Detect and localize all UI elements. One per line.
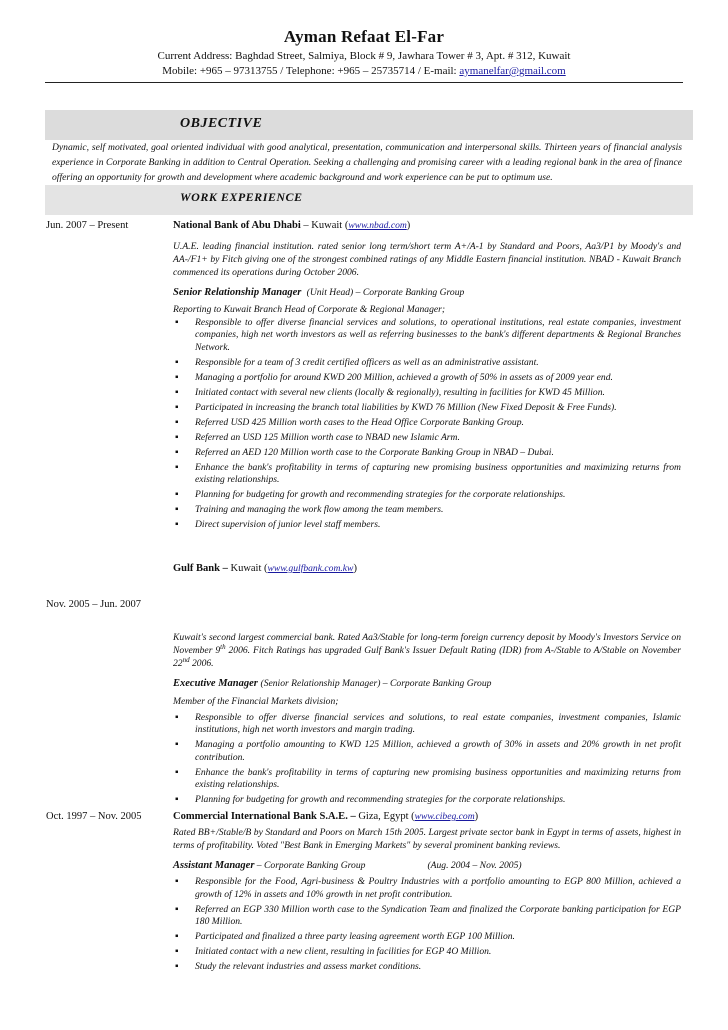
objective-text: Dynamic, self motivated, goal oriented individual with good analytical, presentation, communication and interpersonal skills. Thirteen years of financial analysis experience in Corporate Banking in addition to Central Operation. Seeking a challenging and promising career with a leading regional bank in the area of finance offering an opportunity for growth and development where academic background and work experience can be put to optimum use. xyxy=(52,142,682,183)
cib-role-line xyxy=(173,859,681,873)
address-line: Current Address: Baghdad Street, Salmiya, Block # 9, Jawhara Tower # 3, Apt. # 312, Kuwait xyxy=(157,50,571,62)
bullet-item: ▪ Planning for budgeting for growth and recommending strategies for the corporate relationships. xyxy=(173,794,681,807)
bullet-item: ▪ Planning for budgeting for growth and recommending strategies for the corporate relationships. xyxy=(173,489,681,502)
nbad-location: – Kuwait ( xyxy=(300,220,349,231)
nbad-description: U.A.E. leading financial institution. rated senior long term/short term A+/A-1 by Standard and Poors, Aa3/P1 by Moody's and AA-/F1+ by Fitch giving one of the strongest combined ratings of any Middle Eastern financial institution. NBAD - Kuwait Branch commenced its operations during October 2006. xyxy=(173,241,681,278)
bullet-item: ▪ Direct supervision of junior level staff members. xyxy=(173,519,681,532)
gulf-role: Executive Manager xyxy=(173,678,258,689)
gulf-desc-c: 2006. xyxy=(189,658,214,669)
bullet-item: ▪ Referred USD 425 Million worth cases to the Head Office Corporate Banking Group. xyxy=(173,417,681,430)
bullet-item: ▪ Participated and finalized a three party leasing agreement worth EGP 100 Million. xyxy=(173,931,681,944)
bullet-item: ▪ Referred an EGP 330 Million worth case to the Syndication Team and finalized the Corporate banking participation for EGP 180 Million. xyxy=(173,904,681,929)
contact-line xyxy=(0,64,728,79)
work-band xyxy=(45,185,693,215)
gulf-company-row xyxy=(173,562,681,576)
gulf-date: Nov. 2005 – Jun. 2007 xyxy=(46,599,141,610)
gulf-description xyxy=(173,631,681,670)
nbad-role: Senior Relationship Manager xyxy=(173,287,302,298)
gulf-company-line xyxy=(173,562,681,576)
bullet-item: ▪ Managing a portfolio for around KWD 200 Million, achieved a growth of 50% in assets as of 2009 year end. xyxy=(173,372,681,385)
bullet-item: ▪ Referred an AED 120 Million worth case to the Corporate Banking Group in NBAD – Dubai. xyxy=(173,447,681,460)
nbad-role-detail: (Unit Head) – Corporate Banking Group xyxy=(306,287,465,298)
cib-close: ) xyxy=(474,811,479,822)
candidate-name: Ayman Refaat El-Far xyxy=(283,27,445,46)
email-link[interactable]: aymanelfar@gmail.com xyxy=(459,65,566,77)
gulf-desc-sup-b: nd xyxy=(182,655,190,664)
gulf-website-link[interactable]: www.gulfbank.com.kw xyxy=(267,563,354,574)
gulf-role-detail: (Senior Relationship Manager) – Corporate Banking Group xyxy=(260,678,492,689)
gulf-desc-sup-a: th xyxy=(220,642,226,651)
cib-company: Commercial International Bank S.A.E. – xyxy=(173,811,356,822)
gulf-desc-a: Kuwait's second largest commercial bank. Rated Aa3/Stable for long-term foreign currency deposit by Moody's Investors Service on November 9 xyxy=(173,632,681,656)
bullet-item: ▪ Enhance the bank's profitability in terms of capturing new promising business opportunities and maximizing returns from existing relationships. xyxy=(173,767,681,792)
nbad-role-line xyxy=(173,286,681,300)
nbad-reporting: Reporting to Kuwait Branch Head of Corporate & Regional Manager; xyxy=(173,304,446,315)
gulf-role-line xyxy=(173,677,681,691)
nbad-company: National Bank of Abu Dhabi xyxy=(173,220,301,231)
bullet-item: ▪ Participated in increasing the branch total liabilities by KWD 76 Million (New Fixed Deposit & Free Funds). xyxy=(173,402,681,415)
gulf-desc-b: 2006. Fitch Ratings has upgraded Gulf Bank's Issuer Default Rating (IDR) from A-/Stable to A/Stable on November 22 xyxy=(173,645,682,669)
gulf-location: Kuwait ( xyxy=(227,563,268,574)
nbad-date: Jun. 2007 – Present xyxy=(46,220,129,231)
cib-date: Oct. 1997 – Nov. 2005 xyxy=(46,811,142,822)
bullet-item: ▪ Referred an USD 125 Million worth case to NBAD new Islamic Arm. xyxy=(173,432,681,445)
cib-location: Giza, Egypt ( xyxy=(355,811,415,822)
nbad-company-line xyxy=(173,219,681,233)
nbad-close: ) xyxy=(406,220,411,231)
gulf-member: Member of the Financial Markets division; xyxy=(173,696,339,707)
bullet-item: ▪ Responsible to offer diverse financial services and solutions, to operational institutions, real estate companies, investment companies, high net worth investors as well as referring businesses to the bank's different departments & Regional Branches Network. xyxy=(173,317,681,355)
nbad-website-link[interactable]: www.nbad.com xyxy=(348,220,407,231)
contact-phones: Mobile: +965 – 97313755 / Telephone: +965 – 25735714 / E-mail: xyxy=(162,65,460,77)
cib-website-link[interactable]: www.cibeg.com xyxy=(414,811,475,822)
objective-band xyxy=(45,110,693,140)
bullet-item: ▪ Managing a portfolio amounting to KWD 125 Million, achieved a growth of 30% in assets and 20% growth in net profit contribution. xyxy=(173,739,681,764)
work-experience-heading: WORK EXPERIENCE xyxy=(180,190,303,204)
bullet-item: ▪ Initiated contact with a new client, resulting in facilities for EGP 4O Million. xyxy=(173,946,681,959)
cib-role: Assistant Manager xyxy=(173,860,255,871)
bullet-item: ▪ Responsible for the Food, Agri-business & Poultry Industries with a portfolio amounting to EGP 800 Million, achieved a growth of 12% in assets and 10% growth in net profit contribution. xyxy=(173,876,681,901)
bullet-item: ▪ Initiated contact with several new clients (locally & regionally), resulting in facilities for KWD 45 Million. xyxy=(173,387,681,400)
objective-heading: OBJECTIVE xyxy=(180,116,263,131)
cib-role-period: (Aug. 2004 – Nov. 2005) xyxy=(427,860,522,871)
bullet-item: ▪ Enhance the bank's profitability in terms of capturing new promising business opportunities and maximizing returns from existing relationships. xyxy=(173,462,681,487)
gulf-company: Gulf Bank – xyxy=(173,563,228,574)
cib-role-detail: – Corporate Banking Group xyxy=(254,860,366,871)
nbad-section xyxy=(173,219,681,534)
cib-bullet-list xyxy=(173,876,681,974)
gulf-close: ) xyxy=(353,563,357,574)
bullet-item: ▪ Responsible for a team of 3 credit certified officers as well as an administrative assistant. xyxy=(173,357,681,370)
cib-description: Rated BB+/Stable/B by Standard and Poors on March 15th 2005. Largest private sector bank in Egypt in terms of assets, highest in terms of profitability. Voted "Best Bank in Emerging Markets" by several prominent banking reviews. xyxy=(173,827,681,851)
cib-company-line xyxy=(173,810,681,824)
cib-section xyxy=(173,810,681,976)
gulf-bullet-list xyxy=(173,712,681,807)
bullet-item: ▪ Training and managing the work flow among the team members. xyxy=(173,504,681,517)
bullet-item: ▪ Responsible to offer diverse financial services and solutions, to real estate companies, investment companies, Islamic institutions, high net worth investors and margin trading. xyxy=(173,712,681,737)
gulf-section xyxy=(173,631,681,809)
header-divider xyxy=(45,82,683,83)
nbad-bullet-list xyxy=(173,317,681,532)
bullet-item: ▪ Study the relevant industries and assess market conditions. xyxy=(173,961,681,974)
